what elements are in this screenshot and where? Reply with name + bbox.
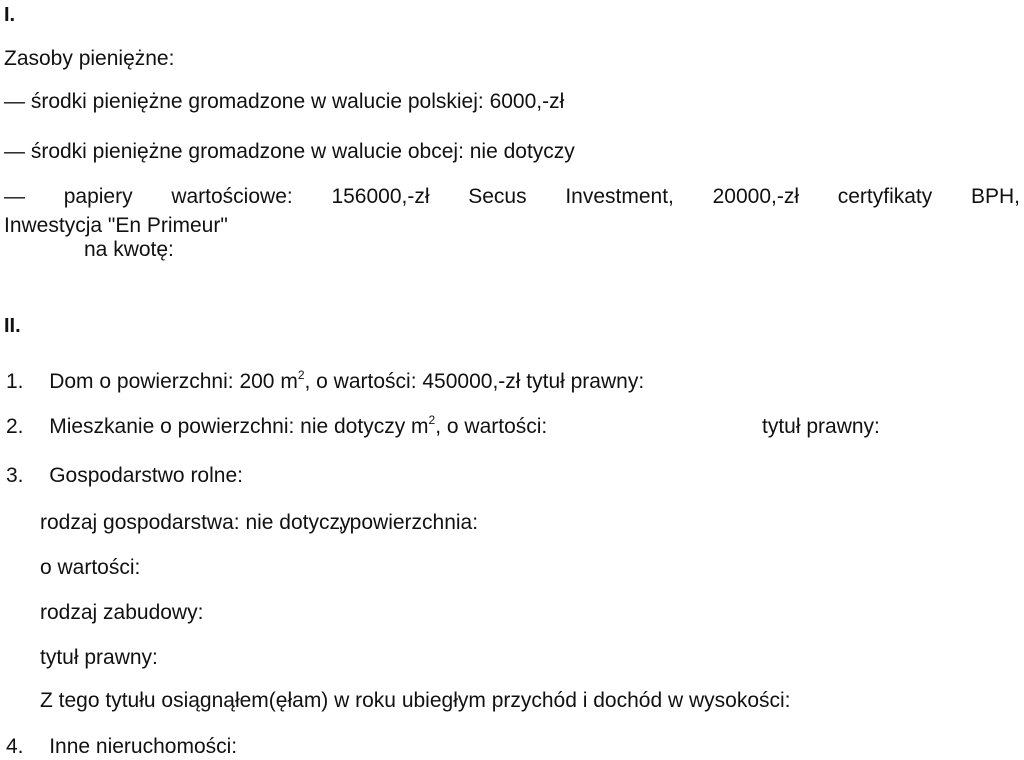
apartment-title-label: tytuł prawny: (762, 415, 880, 438)
other-property-heading: Inne nieruchomości: (49, 735, 238, 758)
farm-area-label: , powierzchnia: (338, 511, 479, 534)
farm-item (6, 463, 243, 489)
other-property-number: 4. (6, 735, 24, 758)
farm-title-label: tytuł prawny: (40, 646, 158, 669)
farm-heading: Gospodarstwo rolne: (49, 464, 243, 487)
farm-type-label: rodzaj gospodarstwa: nie dotyczy (40, 511, 351, 534)
apartment-value-text: , o wartości: (435, 415, 548, 438)
amount-label: na kwotę: (84, 238, 174, 261)
house-item (6, 369, 644, 395)
farm-buildings-label: rodzaj zabudowy: (40, 601, 204, 624)
apartment-number: 2. (6, 415, 24, 438)
section-1-numeral: I. (4, 4, 16, 26)
apartment-text: Mieszkanie o powierzchni: nie dotyczy m (49, 415, 429, 438)
securities-item-line1: — papiery wartościowe: 156000,-zł Secus Investment, 20000,-zł certyfikaty BPH, (4, 185, 1020, 208)
farm-value-label: o wartości: (40, 556, 141, 579)
house-number: 1. (6, 370, 24, 393)
house-unit-superscript: 2 (297, 368, 305, 382)
apartment-item (6, 414, 547, 440)
section-2-numeral: II. (4, 315, 21, 337)
cash-pln-item: — środki pieniężne gromadzone w walucie polskiej: 6000,-zł (4, 90, 565, 113)
house-text: Dom o powierzchni: 200 m (49, 370, 298, 393)
farm-income-label: Z tego tytułu osiągnąłem(ęłam) w roku ubiegłym przychód i dochód w wysokości: (40, 689, 791, 712)
securities-item-line2: Inwestycja "En Primeur" (4, 214, 228, 237)
section-1-heading: Zasoby pieniężne: (4, 47, 175, 70)
farm-number: 3. (6, 464, 24, 487)
apartment-unit-superscript: 2 (428, 413, 436, 427)
cash-foreign-item: — środki pieniężne gromadzone w walucie obcej: nie dotyczy (4, 140, 575, 163)
other-property-item (6, 734, 237, 760)
house-value-text: , o wartości: 450000,-zł tytuł prawny: (304, 370, 645, 393)
